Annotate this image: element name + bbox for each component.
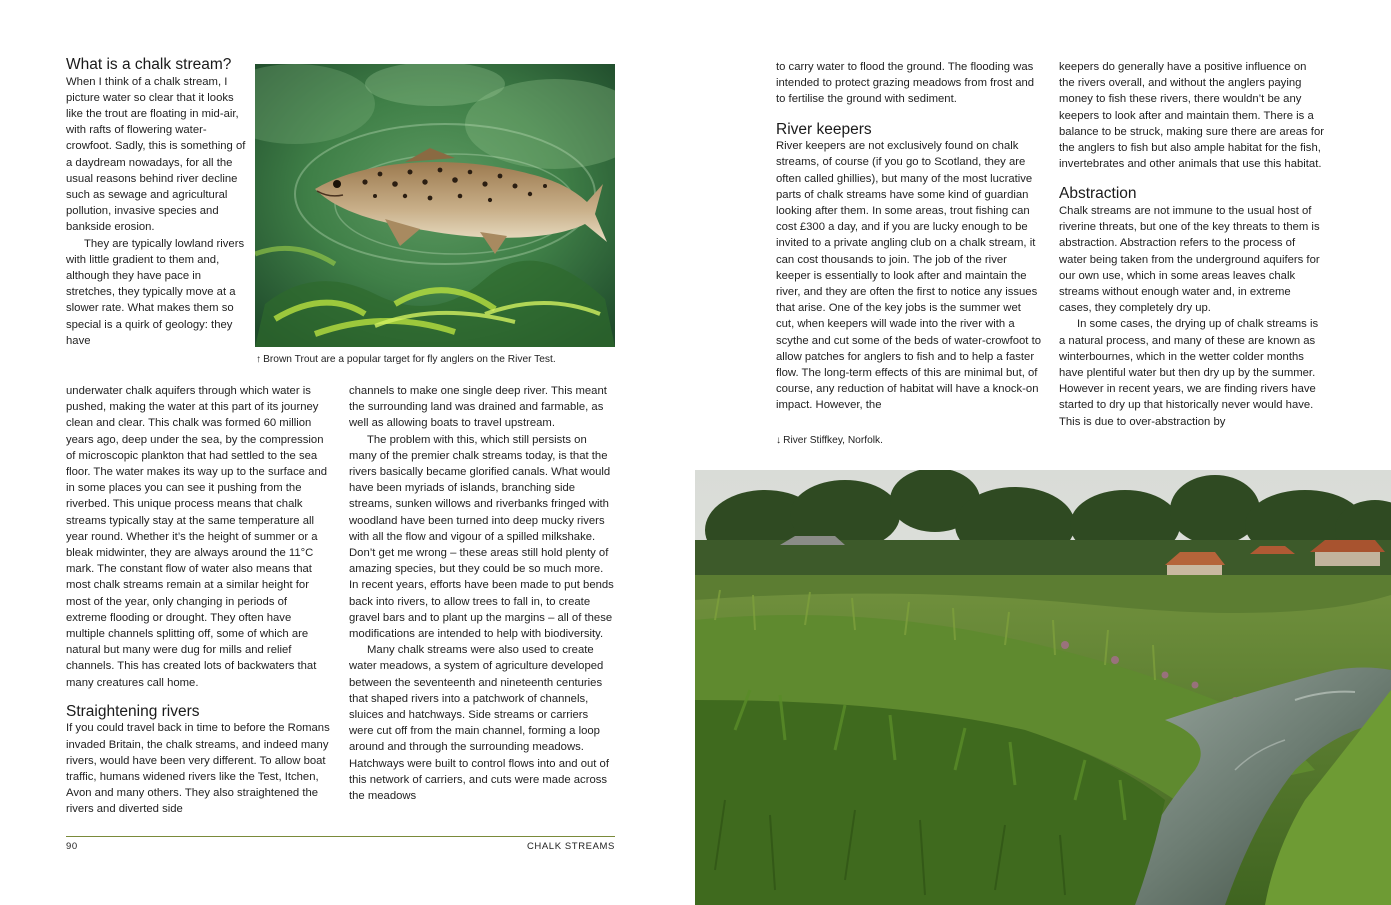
- right-col-2: [1059, 59, 1325, 430]
- heading-abstraction: Abstraction: [1059, 185, 1137, 203]
- paragraph-intro: When I think of a chalk stream, I picture water so clear that it looks like the trout are floating in mid-air, with rafts of flowering water-crowfoot. Sadly, this is something of a daydream nowadays, for all the usual reasons behind river decline such as sewage and agricultural pollution, invasive species and bankside erosion.: [66, 75, 246, 234]
- left-col-bottom: [66, 383, 330, 818]
- brown-trout-image: [255, 64, 615, 347]
- river-stiffkey-image: [695, 470, 1391, 905]
- paragraph-flood-ground: to carry water to flood the ground. The flooding was intended to protect grazing meadows from frost and to fertilise the ground with sediment.: [776, 61, 1035, 106]
- heading-straightening-rivers: Straightening rivers: [66, 702, 200, 720]
- paragraph-drying: In some cases, the drying up of chalk streams is a natural process, and many of these are known as winterbournes, which in the wetter colder months have plentiful water but then dry up by the summer. However in recent years, we are finding rivers have started to dry up that historically never would have. This is due to over-abstraction by: [1059, 318, 1319, 428]
- left-col-right: [349, 383, 615, 804]
- paragraph-lowland: They are typically lowland rivers with little gradient to them and, although they have pace in stretches, they typically move at a slower rate. What makes them so special is a quirk of geology: they have: [66, 237, 245, 347]
- trout-caption-text: Brown Trout are a popular target for fly anglers on the River Test.: [263, 354, 556, 365]
- left-col-top: [66, 57, 246, 349]
- river-caption-text: River Stiffkey, Norfolk.: [783, 435, 883, 446]
- right-col-1: [776, 59, 1042, 414]
- paragraph-channels: channels to make one single deep river. This meant the surrounding land was drained and farmable, as well as allowing boats to travel upstream.: [349, 385, 607, 430]
- paragraph-water-meadows: Many chalk streams were also used to create water meadows, a system of agriculture developed between the seventeenth and nineteenth centuries that shaped rivers into a patchwork of channels, sluices and hatchways. Side streams or carriers were cut off from the main channel, forming a loop around and through the surrounding meadows. Hatchways were built to control flows into and out of this network of carriers, and cuts were made across the meadows: [349, 644, 609, 803]
- river-stiffkey-photo: [695, 470, 1391, 905]
- paragraph-keepers-positive: keepers do generally have a positive influence on the rivers overall, and without the anglers paying money to fish these rivers, there wouldn’t be any keepers to look after and maintain them. There is a balance to be struck, making sure there are areas for the anglers to fish but also ample habitat for the fish, invertebrates and other animals that use this habitat.: [1059, 61, 1324, 171]
- paragraph-aquifers: underwater chalk aquifers through which water is pushed, making the water at this part of its journey clean and clear. This chalk was formed 60 million years ago, deep under the sea, by the compression of microscopic plankton that had settled to the sea floor. The water makes its way up to the surface and in some places you can see it pushing from the riverbed. This unique process means that chalk streams typically stay at the same temperature all year round. Whether it’s the height of summer or a bleak midwinter, they are always around the 11°C mark. The constant flow of water also means that most chalk streams remain at a similar height for most of the year, only changing in periods of extreme flooding or drought. They often have multiple channels splitting off, some of which are natural but many were dug for mills and relief channels. This has created lots of backwaters that many creatures call home.: [66, 385, 328, 689]
- river-caption: [776, 434, 883, 447]
- heading-what-is-chalk-stream: What is a chalk stream?: [66, 56, 232, 73]
- trout-caption: [256, 353, 556, 366]
- paragraph-canals: The problem with this, which still persists on many of the premier chalk streams today, is that the rivers basically became glorified canals. What would have been myriads of islands, branching side streams, sunken willows and riverbanks fringed with woodland have been turned into deep mucky rivers with all the flow and vigour of a spilled milkshake. Don’t get me wrong – these areas still hold plenty of amazing species, but they could be so much more. In recent years, efforts have been made to put bends back into rivers, to allow trees to fall in, to create gravel bars and to plant up the margins – all of these modifications are intended to help with biodiversity.: [349, 433, 614, 641]
- paragraph-keepers: River keepers are not exclusively found on chalk streams, of course (if you go to Scotland, they are often called ghillies), but many of the most lucrative parts of chalk streams have some kind of guardian looking after them. In some areas, trout fishing can cost £300 a day, and if you are lucky enough to be invited to a private angling club on a chalk stream, it can cost thousands to join. The job of the river keeper is essentially to look after and maintain the river, and they are often the first to notice any issues that arise. One of the key jobs is the summer wet cut, when keepers will wade into the river with a scythe and cut some of the beds of water-crowfoot to allow patches for anglers to fish and to help a faster flow. The long-term effects of this are minimal but, of course, any reduction of habitat will have a knock-on impact. However, the: [776, 140, 1041, 412]
- paragraph-time-travel: If you could travel back in time to before the Romans invaded Britain, the chalk streams, and indeed many rivers, would have been very different. To allow boat traffic, humans widened rivers like the Test, Itchen, Avon and many others. They also straightened the rivers and diverted side: [66, 722, 330, 816]
- brown-trout-photo: [255, 64, 615, 347]
- running-head: CHALK STREAMS: [526, 841, 615, 852]
- heading-river-keepers: River keepers: [776, 120, 872, 138]
- page-number: 90: [66, 841, 78, 852]
- footer-rule: [66, 836, 615, 837]
- down-arrow-icon: ↓: [776, 435, 782, 446]
- paragraph-abstraction: Chalk streams are not immune to the usual host of riverine threats, but one of the key threats to them is abstraction. Abstraction refers to the process of water being taken from the underground aquifers for our own use, which in some areas leaves chalk streams without enough water and, in extreme cases, they completely dry up.: [1059, 204, 1320, 315]
- up-arrow-icon: ↑: [256, 354, 262, 365]
